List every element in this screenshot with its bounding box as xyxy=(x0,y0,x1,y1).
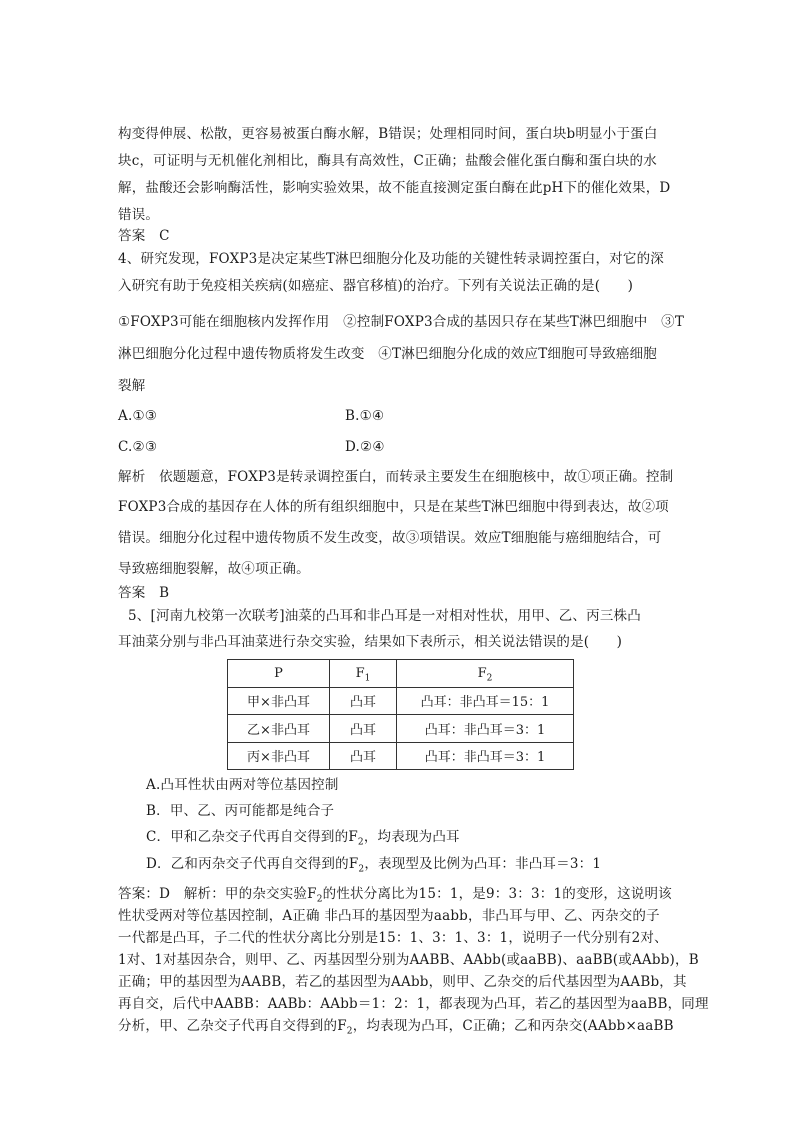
header-f1: $F_1$ xyxy=(330,660,397,688)
q5-option-b: B．甲、乙、丙可能都是纯合子 xyxy=(146,803,335,819)
analysis-line: FOXP3合成的基因存在人体的所有组织细胞中，只是在某些T淋巴细胞中得到表达，故②项 xyxy=(118,499,669,515)
question-5-stem: 5、[河南九校第一次联考]油菜的凸耳和非凸耳是一对相对性状，用甲、乙、丙三株凸 xyxy=(128,608,641,624)
option-c: C.②③ xyxy=(118,439,158,455)
cell-f2: 凸耳：非凸耳＝3：1 xyxy=(397,742,574,770)
question-5-stem: 耳油菜分别与非凸耳油菜进行杂交实验，结果如下表所示，相关说法错误的是( ) xyxy=(118,634,623,650)
option-a: A.①③ xyxy=(118,408,158,424)
text-line: 构变得伸展、松散，更容易被蛋白酶水解，B错误；处理相同时间，蛋白块b明显小于蛋白 xyxy=(118,126,658,142)
text-line: 错误。 xyxy=(118,207,160,223)
option-b: B.①④ xyxy=(345,408,385,424)
question-4-statements: 裂解 xyxy=(118,378,146,394)
cell-f2: 凸耳：非凸耳＝15：1 xyxy=(397,687,574,715)
q5-analysis-line: 正确；甲的基因型为AABB，若乙的基因型为AAbb，则甲、乙杂交的后代基因型为AABb，其 xyxy=(118,974,687,990)
question-4-statements: ①FOXP3可能在细胞核内发挥作用 ②控制FOXP3合成的基因只存在某些T淋巴细胞中 ③T xyxy=(118,314,685,330)
analysis-line: 解析 依题题意，FOXP3是转录调控蛋白，而转录主要发生在细胞核中，故①项正确。控制 xyxy=(118,469,674,485)
q5-option-a: A.凸耳性状由两对等位基因控制 xyxy=(146,777,339,793)
table-header-row xyxy=(228,660,574,688)
cell-f2: 凸耳：非凸耳＝3：1 xyxy=(397,715,574,743)
cell-f1: 凸耳 xyxy=(330,742,397,770)
cell-parent: 丙×非凸耳 xyxy=(228,742,330,770)
header-p: P xyxy=(228,660,330,688)
analysis-line: 错误。细胞分化过程中遗传物质不发生改变，故③项错误。效应T细胞能与癌细胞结合，可 xyxy=(118,530,662,546)
question-4-statements: 淋巴细胞分化过程中遗传物质将发生改变 ④T淋巴细胞分化成的效应T细胞可导致癌细胞 xyxy=(118,346,658,362)
q5-analysis-line: 分析，甲、乙杂交子代再自交得到的$F_2$，均表现为凸耳，C正确；乙和丙杂交(AAbb×aaBB xyxy=(118,1018,674,1037)
option-d: D.②④ xyxy=(345,439,385,455)
question-4-stem: 4、研究发现，FOXP3是决定某些T淋巴细胞分化及功能的关键性转录调控蛋白，对它的深 xyxy=(118,251,664,267)
table-row xyxy=(228,715,574,743)
cell-f1: 凸耳 xyxy=(330,687,397,715)
cross-results-table xyxy=(227,659,574,770)
q5-option-d: D．乙和丙杂交子代再自交得到的$F_2$，表现型及比例为凸耳：非凸耳＝3：1 xyxy=(146,856,602,875)
q5-analysis-line: 1对、1对基因杂合，则甲、乙、丙基因型分别为AABB、AAbb(或aaBB)、aaBB(或AAbb)，B xyxy=(118,952,699,968)
text-line: 块c，可证明与无机催化剂相比，酶具有高效性，C正确；盐酸会催化蛋白酶和蛋白块的水 xyxy=(118,153,657,169)
table-row xyxy=(228,742,574,770)
q5-analysis-line: 性状受两对等位基因控制，A正确 非凸耳的基因型为aabb，非凸耳与甲、乙、丙杂交的子 xyxy=(118,908,660,924)
text-line: 解，盐酸还会影响酶活性，影响实验效果，故不能直接测定蛋白酶在此pH下的催化效果，D xyxy=(118,180,671,196)
analysis-line: 导致癌细胞裂解，故④项正确。 xyxy=(118,561,310,577)
q5-analysis-line: 答案：D 解析：甲的杂交实验$F_2$的性状分离比为15：1，是9：3：3：1的变形，这说明该 xyxy=(118,886,672,905)
q5-option-c: C．甲和乙杂交子代再自交得到的$F_2$，均表现为凸耳 xyxy=(146,829,460,848)
answer-q4: 答案 B xyxy=(118,585,170,601)
header-f2: $F_2$ xyxy=(397,660,574,688)
table-row xyxy=(228,687,574,715)
q5-analysis-line: 再自交，后代中AABB：AABb：AAbb＝1：2：1，都表现为凸耳，若乙的基因型为aaBB，同理 xyxy=(118,996,709,1012)
cell-parent: 甲×非凸耳 xyxy=(228,687,330,715)
cell-parent: 乙×非凸耳 xyxy=(228,715,330,743)
cell-f1: 凸耳 xyxy=(330,715,397,743)
q5-analysis-line: 一代都是凸耳，子二代的性状分离比分别是15：1、3：1、3：1，说明子一代分别有2对、 xyxy=(118,930,668,946)
question-4-stem: 入研究有助于免疫相关疾病(如癌症、器官移植)的治疗。下列有关说法正确的是( ) xyxy=(118,278,634,294)
answer-q3: 答案 C xyxy=(118,228,170,244)
